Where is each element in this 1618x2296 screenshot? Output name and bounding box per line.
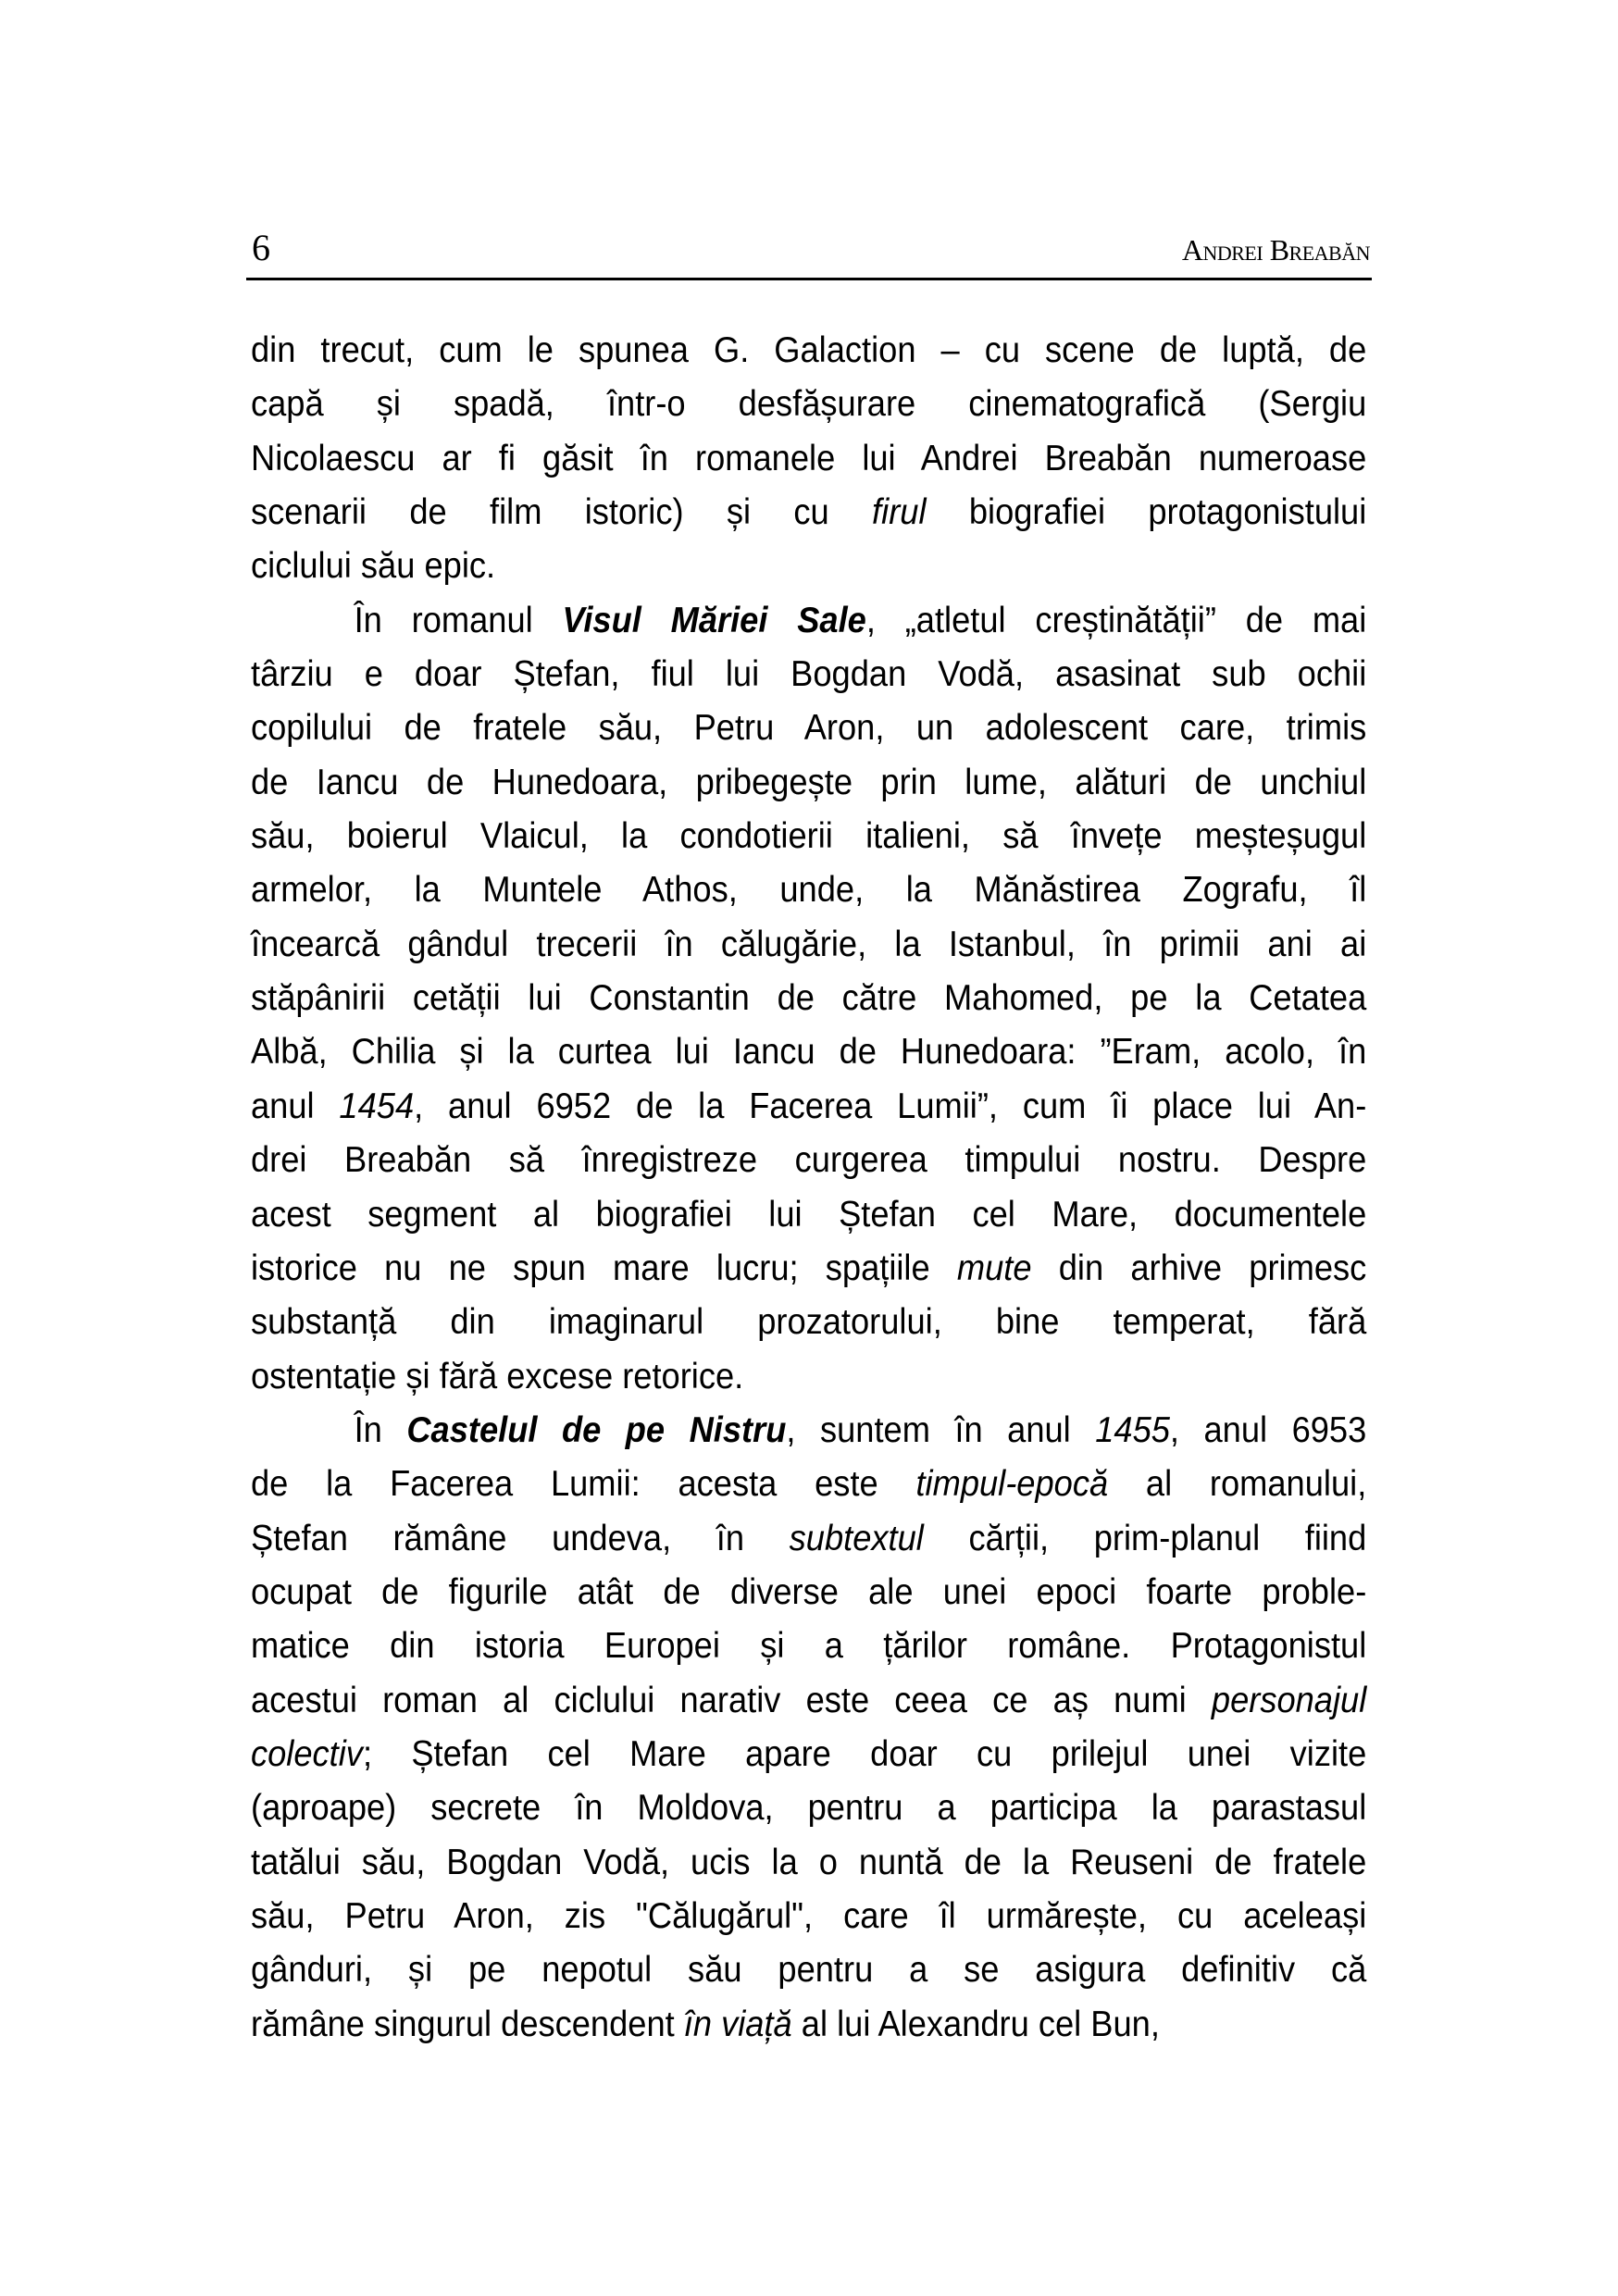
text-span: de Iancu de Hunedoara, pribegește prin lume, alături de unchiul	[251, 762, 1367, 802]
text-span: scenarii de film istoric) și cu	[251, 492, 873, 533]
text-span: , anul 6953	[1169, 1409, 1367, 1450]
text-span: În romanul	[354, 600, 563, 640]
paragraph	[251, 324, 1366, 594]
text-span: , suntem în anul	[786, 1409, 1096, 1450]
text-line	[251, 1781, 1366, 1835]
text-span: încearcă gândul trecerii în călugărie, la Istanbul, în primii ani ai	[251, 924, 1367, 964]
text-span: substanță din imaginarul prozatorului, bine temperat, fără	[251, 1302, 1367, 1343]
text-span: de la Facerea Lumii: acesta este	[251, 1464, 916, 1505]
text-line	[251, 701, 1366, 755]
page-header	[246, 222, 1372, 280]
text-line	[251, 1836, 1366, 1890]
text-span: ; Ștefan cel Mare apare doar cu prilejul unei vizite	[362, 1733, 1367, 1774]
text-span: din trecut, cum le spunea G. Galaction – cu scene de luptă, de	[251, 330, 1367, 370]
text-span: acest segment al biografiei lui Ștefan cel Mare, documentele	[251, 1194, 1367, 1235]
text-line	[251, 594, 1366, 648]
text-span: din arhive primesc	[1031, 1247, 1367, 1288]
page-number: 6	[252, 227, 270, 268]
text-span: său, Petru Aron, zis "Călugărul", care îl urmărește, cu aceleași	[251, 1895, 1367, 1936]
text-span: al romanului,	[1108, 1464, 1367, 1505]
paragraph	[251, 594, 1366, 1404]
text-line	[251, 1458, 1366, 1511]
emphasis: în viață	[683, 2004, 792, 2044]
text-line	[251, 1296, 1366, 1349]
text-line	[251, 1080, 1366, 1134]
text-line	[251, 1728, 1366, 1781]
running-head: Andrei Breabăn	[1181, 233, 1370, 267]
emphasis: colectiv	[251, 1733, 363, 1774]
text-line	[251, 810, 1366, 863]
emphasis: 1454	[339, 1086, 415, 1126]
text-span: matice din istoria Europei și a țărilor române. Protagonistul	[251, 1626, 1367, 1667]
text-line	[251, 1566, 1366, 1620]
book-title: Visul Măriei Sale	[562, 600, 866, 640]
text-line	[251, 1890, 1366, 1943]
text-span: armelor, la Muntele Athos, unde, la Mănăstirea Zografu, îl	[251, 870, 1367, 911]
text-line	[251, 1025, 1366, 1079]
text-line	[251, 324, 1366, 378]
text-line	[251, 918, 1366, 972]
text-span: ciclului său epic.	[251, 546, 496, 587]
text-line	[251, 486, 1366, 540]
text-line	[251, 1620, 1366, 1673]
text-span: său, boierul Vlaicul, la condotierii italieni, să învețe meșteșugul	[251, 816, 1367, 857]
text-span: ostentație și fără excese retorice.	[251, 1356, 744, 1396]
emphasis: timpul-epocă	[915, 1464, 1109, 1505]
text-span: biografiei protagonistului	[926, 492, 1367, 533]
text-line	[251, 432, 1366, 486]
text-line	[251, 1188, 1366, 1242]
text-span: tatălui său, Bogdan Vodă, ucis la o nuntă de la Reuseni de fratele	[251, 1842, 1367, 1882]
text-span: gânduri, și pe nepotul său pentru a se asigura definitiv că	[251, 1950, 1367, 1991]
text-line	[251, 1404, 1366, 1458]
text-line	[251, 540, 1366, 593]
text-line	[251, 863, 1366, 917]
emphasis: personajul	[1211, 1680, 1367, 1720]
text-span: stăpânirii cetății lui Constantin de către Mahomed, pe la Cetatea	[251, 978, 1367, 1019]
text-line	[251, 972, 1366, 1025]
text-span: anul	[251, 1086, 340, 1126]
emphasis: subtextul	[789, 1518, 924, 1558]
text-span: acestui roman al ciclului narativ este ceea ce aș numi	[251, 1680, 1212, 1720]
text-line	[251, 756, 1366, 810]
text-span: capă și spadă, într-o desfășurare cinematografică (Sergiu	[251, 384, 1367, 425]
emphasis: mute	[956, 1247, 1032, 1288]
text-line	[251, 1350, 1366, 1404]
text-line	[251, 1998, 1366, 2052]
text-span: (aproape) secrete în Moldova, pentru a participa la parastasul	[251, 1788, 1367, 1829]
emphasis: firul	[872, 492, 927, 533]
text-line	[251, 1242, 1366, 1296]
text-span: Nicolaescu ar fi găsit în romanele lui Andrei Breabăn numeroase	[251, 438, 1367, 478]
text-span: târziu e doar Ștefan, fiul lui Bogdan Vodă, asasinat sub ochii	[251, 654, 1367, 695]
text-line	[251, 648, 1366, 701]
paragraph	[251, 1404, 1366, 2052]
text-line	[251, 1512, 1366, 1566]
text-span: Albă, Chilia și la curtea lui Iancu de Hunedoara: ”Eram, acolo, în	[251, 1032, 1367, 1073]
text-span: copilului de fratele său, Petru Aron, un adolescent care, trimis	[251, 708, 1367, 749]
text-span: rămâne singurul descendent	[251, 2004, 684, 2044]
text-span: istorice nu ne spun mare lucru; spațiile	[251, 1247, 957, 1288]
text-line	[251, 1674, 1366, 1728]
emphasis: 1455	[1095, 1409, 1170, 1450]
text-line	[251, 378, 1366, 431]
text-span: În	[354, 1409, 407, 1450]
text-span: Ștefan rămâne undeva, în	[251, 1518, 790, 1558]
text-span: , anul 6952 de la Facerea Lumii”, cum îi place lui An-	[414, 1086, 1367, 1126]
book-title: Castelul de pe Nistru	[406, 1409, 787, 1450]
body-text	[251, 324, 1366, 2052]
text-line	[251, 1943, 1366, 1997]
text-line	[251, 1134, 1366, 1187]
text-span: drei Breabăn să înregistreze curgerea timpului nostru. Despre	[251, 1140, 1367, 1181]
text-span: ocupat de figurile atât de diverse ale unei epoci foarte proble-	[251, 1571, 1367, 1612]
text-span: , „atletul creștinătății” de mai	[865, 600, 1367, 640]
text-span: cărții, prim-planul fiind	[923, 1518, 1367, 1558]
text-span: al lui Alexandru cel Bun,	[791, 2004, 1160, 2044]
